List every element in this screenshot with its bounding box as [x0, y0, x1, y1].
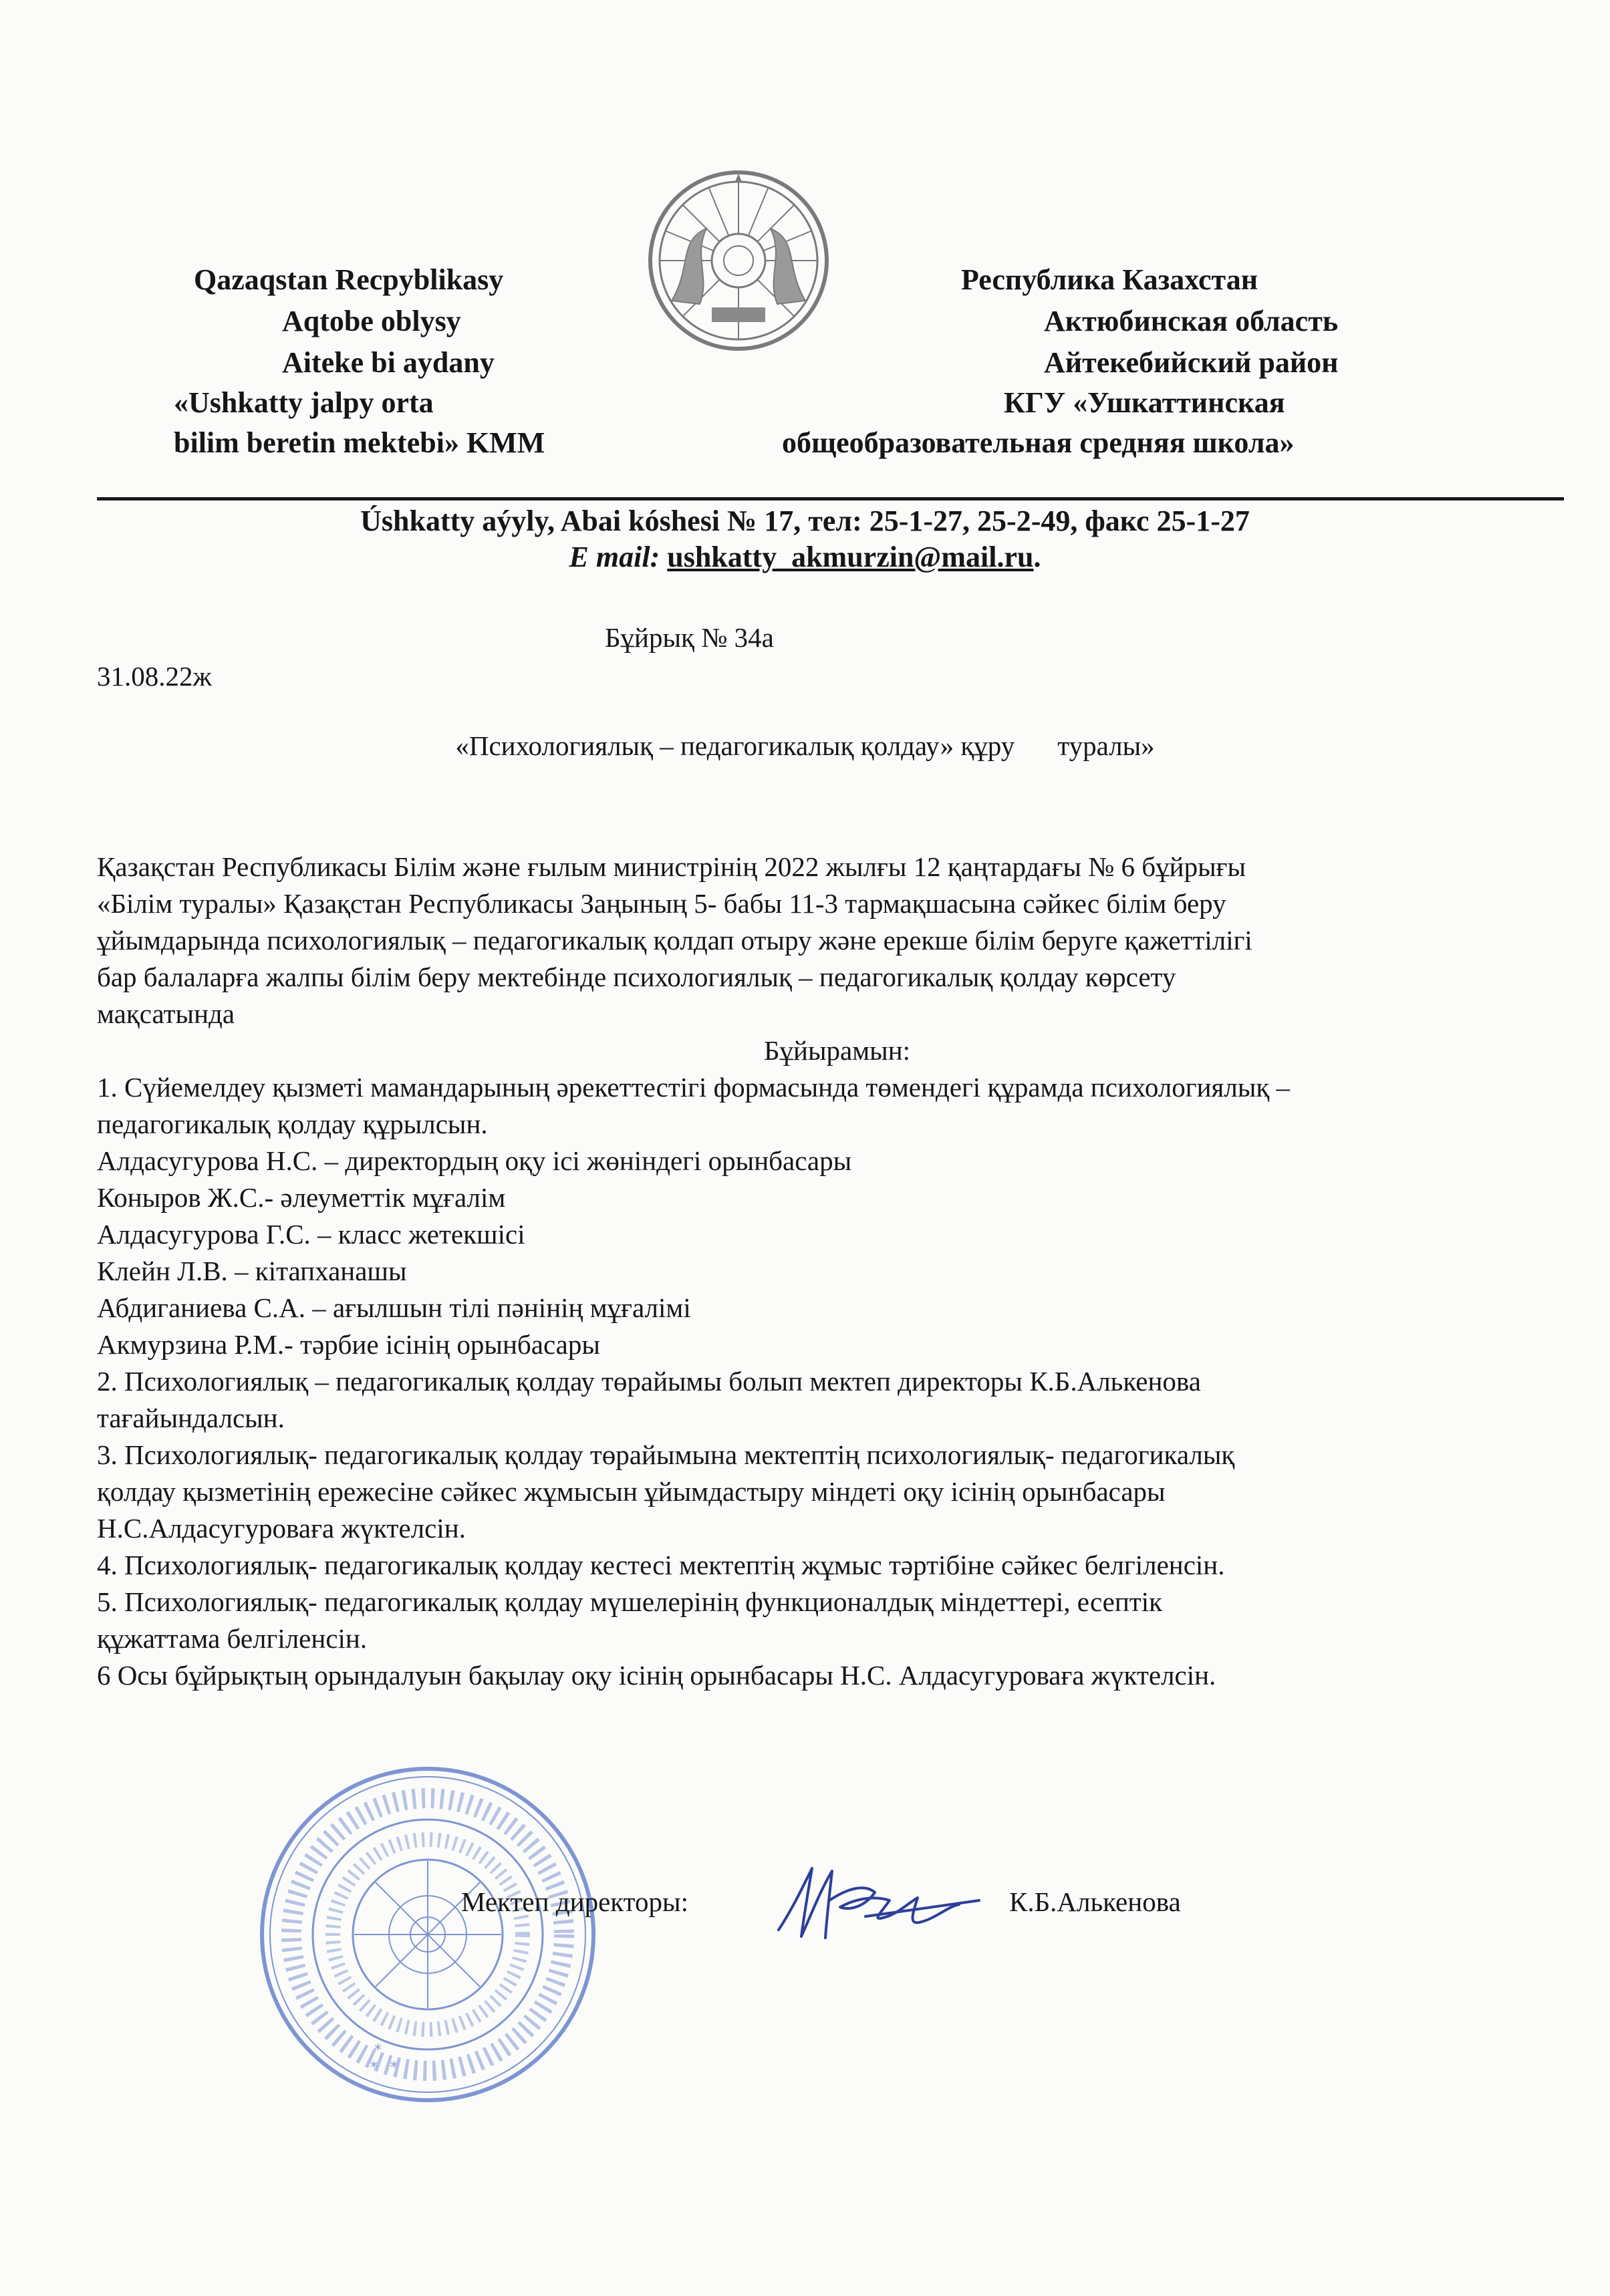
order-date: 31.08.22ж [97, 661, 212, 692]
member-line: Акмурзина Р.М.- тәрбие ісінің орынбасары [97, 1329, 600, 1360]
order-item-line: 5. Психологиялық- педагогикалық қолдау мүшелерінің функционалдық міндеттері, есептік [97, 1586, 1163, 1617]
order-subject [0, 730, 1610, 762]
svg-text:*: * [370, 2059, 378, 2076]
order-title: Бұйрық № 34а [605, 622, 774, 653]
order-item-line: педагогикалық қолдау құрылсын. [97, 1109, 488, 1139]
email-label: E mail: [569, 541, 660, 573]
order-subject-tail: туралы» [1057, 730, 1155, 761]
member-line: Абдиганиева С.А. – ағылшын тілі пәнінің мұғалімі [97, 1292, 691, 1323]
order-item-line: 6 Осы бұйрықтың орындалуын бақылау оқу ісінің орынбасары Н.С. Алдасугуроваға жүктелсін. [97, 1660, 1216, 1691]
contact-email-line [0, 540, 1610, 574]
state-emblem-icon [645, 167, 832, 354]
header-latin-line-5: bilim beretin mektebi» KMM [174, 426, 545, 459]
order-item-line: тағайындалсын. [97, 1403, 285, 1433]
official-stamp-icon [254, 1761, 601, 2108]
header-russian-line-2: Актюбинская область [1044, 305, 1339, 337]
email-end: . [1033, 541, 1041, 573]
member-line: Коныров Ж.С.- әлеуметтік мұғалім [97, 1182, 506, 1213]
member-line: Клейн Л.В. – кітапханашы [97, 1256, 407, 1286]
order-item-line: 1. Сүйемелдеу қызметі мамандарының әрекеттестігі формасында төмендегі құрамда психологиялық – [97, 1072, 1291, 1103]
handwritten-signature-icon [765, 1851, 986, 1951]
order-item-line: 2. Психологиялық – педагогикалық қолдау төрайымы болып мектеп директоры К.Б.Алькенова [97, 1366, 1201, 1397]
order-item-line: 3. Психологиялық- педагогикалық қолдау төрайымына мектептің психологиялық- педагогикалық [97, 1439, 1235, 1470]
header-latin-line-2: Aqtobe oblysy [282, 305, 461, 337]
signatory-name: К.Б.Алькенова [1009, 1886, 1181, 1917]
preamble-line: ұйымдарында психологиялық – педагогикалық қолдап отыру және ерекше білім беруге қажеттілігі [97, 925, 1252, 956]
header-russian-line-5: общеобразовательная средняя школа» [782, 426, 1295, 459]
preamble-line: «Білім туралы» Қазақстан Республикасы Заңының 5- бабы 11-3 тармақшасына сәйкес білім беру [97, 888, 1226, 919]
contact-address: Úshkatty aýyly, Abai kóshesi № 17, тел: 25-1-27, 25-2-49, факс 25-1-27 [360, 505, 1250, 537]
signature-role: Мектеп директоры: [461, 1886, 688, 1917]
order-subject-main: «Психологиялық – педагогикалық қолдау» құру [455, 730, 1015, 761]
svg-text:*: * [374, 2042, 382, 2059]
order-item-line: қолдау қызметінің ережесіне сәйкес жұмысын ұйымдастыру міндеті оқу ісінің орынбасары [97, 1476, 1166, 1507]
header-latin-line-1: Qazaqstan Recpyblikasy [194, 263, 504, 296]
member-line: Алдасугурова Г.С. – класс жетекшісі [97, 1219, 525, 1250]
header-divider [97, 497, 1564, 500]
preamble-line: бар балаларға жалпы білім беру мектебінде психологиялық – педагогикалық қолдау көрсету [97, 962, 1176, 992]
member-line: Алдасугурова Н.С. – директордың оқу ісі жөніндегі орынбасары [97, 1145, 852, 1176]
order-item-line: 4. Психологиялық- педагогикалық қолдау кестесі мектептің жұмыс тәртібіне сәйкес белгіленсін. [97, 1550, 1225, 1580]
header-latin-line-4: «Ushkatty jalpy orta [174, 386, 434, 419]
header-latin-line-3: Aiteke bi aydany [282, 346, 495, 379]
header-russian-line-3: Айтекебийский район [1044, 346, 1339, 379]
header-russian-line-1: Республика Казахстан [961, 263, 1258, 296]
header-russian-line-4: КГУ «Ушкаттинская [1004, 386, 1285, 419]
svg-text:*: * [390, 2059, 398, 2076]
order-item-line: құжаттама белгіленсін. [97, 1623, 368, 1654]
order-word: Бұйырамын: [763, 1035, 911, 1066]
email-link[interactable]: ushkatty_akmurzin@mail.ru [667, 541, 1034, 573]
order-item-line: Н.С.Алдасугуроваға жүктелсін. [97, 1513, 466, 1544]
preamble-line: мақсатында [97, 998, 235, 1029]
order-body [97, 849, 1577, 1694]
preamble-line: Қазақстан Республикасы Білім және ғылым министрінің 2022 жылғы 12 қаңтардағы № 6 бұйрығы [97, 851, 1246, 882]
